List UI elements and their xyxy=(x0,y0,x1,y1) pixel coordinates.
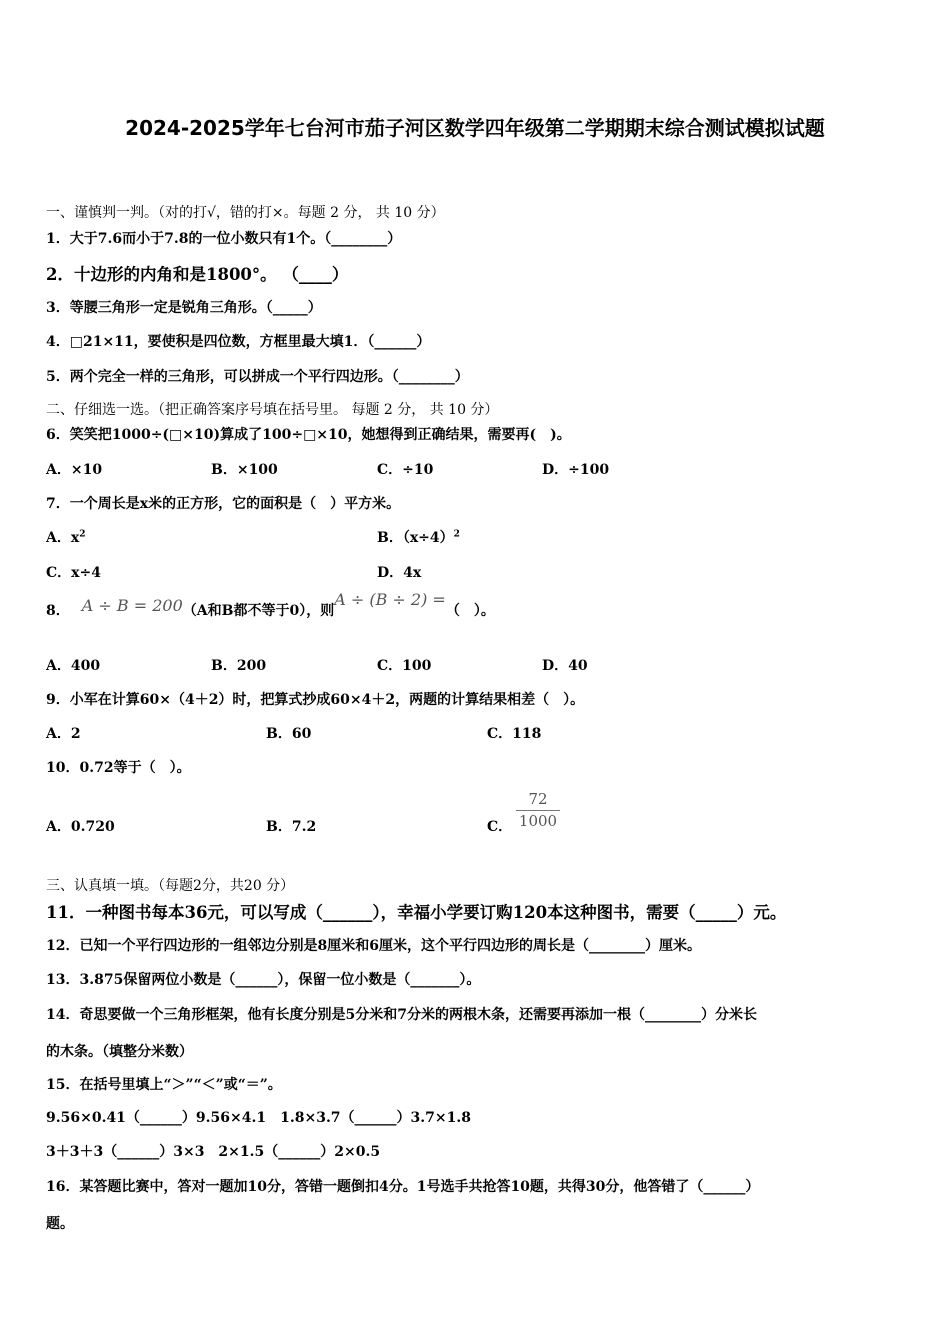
q8-option-d: D．40 xyxy=(542,658,588,674)
q6-option-a: A．×10 xyxy=(46,462,103,478)
question-15: 15．在括号里填上“＞”“＜”或“＝”。 xyxy=(46,1077,282,1093)
question-5: 5．两个完全一样的三角形，可以拼成一个平行四边形。（________） xyxy=(46,369,469,385)
fraction-numerator: 72 xyxy=(516,790,560,811)
question-16-line-2: 题。 xyxy=(46,1216,74,1232)
q7-option-a: A．$x^2$ xyxy=(46,529,86,546)
q10-option-a: A．0.720 xyxy=(46,819,115,835)
question-15-row-1: 9.56×0.41（______）9.56×4.1 1.8×3.7（______）3.7×1.8 xyxy=(46,1110,471,1126)
q6-option-d: D．÷100 xyxy=(542,462,610,478)
question-13: 13．3.875保留两位小数是（______），保留一位小数是（_______）。 xyxy=(46,972,481,988)
q6-option-b: B．×100 xyxy=(211,462,278,478)
question-4: 4．□21×11，要使积是四位数，方框里最大填1．（______） xyxy=(46,334,431,350)
q9-option-c: C．118 xyxy=(487,726,542,742)
q8-option-c: C．100 xyxy=(377,658,432,674)
q7-option-d: D．4x xyxy=(377,565,422,581)
fraction-denominator: 1000 xyxy=(518,812,558,830)
q7-option-c: C．x÷4 xyxy=(46,565,101,581)
question-14-line-1: 14．奇思要做一个三角形框架，他有长度分别是5分米和7分米的两根木条，还需要再添加一根（________）分米长 xyxy=(46,1007,757,1023)
section-1-header: 一、谨慎判一判。（对的打√，错的打×。每题 2 分， 共 10 分） xyxy=(46,205,445,221)
question-7: 7．一个周长是x米的正方形，它的面积是（ ）平方米。 xyxy=(46,496,401,512)
q8-option-b: B．200 xyxy=(211,658,267,674)
q7-option-b: B．$(x\div 4)^2$ xyxy=(377,529,460,546)
section-2-header: 二、仔细选一选。（把正确答案序号填在括号里。 每题 2 分， 共 10 分） xyxy=(46,402,499,418)
question-1: 1．大于7.6而小于7.8的一位小数只有1个。（________） xyxy=(46,231,402,247)
q10-option-c: C． xyxy=(487,819,513,835)
q6-option-c: C．÷10 xyxy=(377,462,434,478)
q8-expression-1: A ÷ B = 200 xyxy=(81,596,183,615)
q8-option-a: A．400 xyxy=(46,658,101,674)
question-2: 2．十边形的内角和是1800°。 （____） xyxy=(46,265,349,284)
question-6: 6．笑笑把1000÷(□×10)算成了100÷□×10，她想得到正确结果，需要再( )。 xyxy=(46,427,571,443)
question-15-row-2: 3＋3＋3（______）3×3 2×1.5（______）2×0.5 xyxy=(46,1144,381,1160)
q8-expression-2: A ÷ (B ÷ 2) = xyxy=(334,590,446,609)
q10-fraction xyxy=(516,790,560,830)
question-8: 8． A ÷ B = 200（A和B都不等于0），则A ÷ (B ÷ 2) =（ ）。 xyxy=(46,590,495,619)
question-10: 10．0.72等于（ ）。 xyxy=(46,760,191,776)
q9-option-b: B．60 xyxy=(266,726,312,742)
section-3-header: 三、认真填一填。（每题2分，共20 分） xyxy=(46,878,295,894)
q9-option-a: A．2 xyxy=(46,726,81,742)
page-title: 2024-2025学年七台河市茄子河区数学四年级第二学期期末综合测试模拟试题 xyxy=(125,116,825,140)
q10-option-b: B．7.2 xyxy=(266,819,317,835)
question-16-line-1: 16．某答题比赛中，答对一题加10分，答错一题倒扣4分。1号选手共抢答10题，共得30分，他答错了（______） xyxy=(46,1179,760,1195)
question-12: 12．已知一个平行四边形的一组邻边分别是8厘米和6厘米，这个平行四边形的周长是（________）厘米。 xyxy=(46,938,701,954)
question-9: 9．小军在计算60×（4＋2）时，把算式抄成60×4＋2，两题的计算结果相差（ ）。 xyxy=(46,692,585,708)
question-3: 3．等腰三角形一定是锐角三角形。（_____） xyxy=(46,300,322,316)
question-14-line-2: 的木条。（填整分米数） xyxy=(46,1044,193,1060)
question-11: 11．一种图书每本36元，可以写成（______），幸福小学要订购120本这种图书，需要（_____）元。 xyxy=(46,903,787,922)
